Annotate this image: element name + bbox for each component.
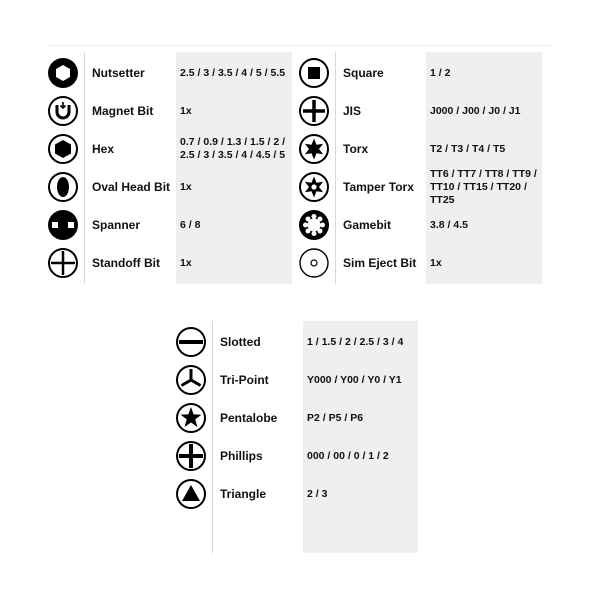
bit-sizes: 3.8 / 4.5 <box>430 218 468 231</box>
bit-name: Standoff Bit <box>92 256 160 270</box>
bit-name: JIS <box>343 104 362 118</box>
torx-icon <box>298 133 330 165</box>
bit-row <box>175 323 418 361</box>
bit-row <box>47 206 292 244</box>
bit-sizes: J000 / J00 / J0 / J1 <box>430 104 521 117</box>
group-bottom <box>175 321 418 553</box>
bit-name: Slotted <box>220 335 261 349</box>
phillips-icon <box>175 440 207 472</box>
spanner-icon <box>47 209 79 241</box>
bit-row <box>298 244 542 282</box>
top-divider <box>48 45 553 46</box>
bit-row <box>47 168 292 206</box>
gamebit-icon <box>298 209 330 241</box>
bit-name: Gamebit <box>343 218 392 232</box>
bit-row <box>175 361 418 399</box>
tri-point-icon <box>175 364 207 396</box>
bit-name: Magnet Bit <box>92 104 154 118</box>
triangle-icon <box>175 478 207 510</box>
oval-head-icon <box>47 171 79 203</box>
bit-name: Tamper Torx <box>343 180 414 194</box>
bit-name: Torx <box>343 142 369 156</box>
bit-sizes: 1x <box>180 104 192 117</box>
bit-sizes: TT6 / TT7 / TT8 / TT9 / TT10 / TT15 / TT20 / TT25 <box>430 167 537 206</box>
jis-icon <box>298 95 330 127</box>
bit-row <box>47 92 292 130</box>
bit-name: Sim Eject Bit <box>343 256 417 270</box>
bit-name: Oval Head Bit <box>92 180 171 194</box>
bit-name: Tri-Point <box>220 373 269 387</box>
bit-sizes: T2 / T3 / T4 / T5 <box>430 142 506 155</box>
bit-sizes: 6 / 8 <box>180 218 201 231</box>
bit-sizes: 1x <box>180 256 192 269</box>
bit-row <box>298 92 542 130</box>
bit-sizes: 1 / 2 <box>430 66 451 79</box>
bit-row <box>175 437 418 475</box>
hex-icon <box>47 133 79 165</box>
bit-name: Triangle <box>220 487 267 501</box>
bit-row <box>298 168 542 206</box>
bit-sizes: 1 / 1.5 / 2 / 2.5 / 3 / 4 <box>307 335 404 348</box>
bit-sizes: 2 / 3 <box>307 487 328 500</box>
group-left <box>47 52 292 284</box>
group-right <box>298 52 542 284</box>
bit-row <box>47 54 292 92</box>
sim-eject-icon <box>298 247 330 279</box>
pentalobe-icon <box>175 402 207 434</box>
bit-sizes: 0.7 / 0.9 / 1.3 / 1.5 / 2 / 2.5 / 3 / 3.5 / 4 / 4.5 / 5 <box>180 136 286 161</box>
magnet-bit-icon <box>47 95 79 127</box>
bit-row <box>298 206 542 244</box>
bit-name: Phillips <box>220 449 263 463</box>
tamper-torx-icon <box>298 171 330 203</box>
bit-sizes: 1x <box>180 180 192 193</box>
bit-row <box>175 399 418 437</box>
bit-row <box>47 244 292 282</box>
slotted-icon <box>175 326 207 358</box>
bit-row <box>47 130 292 168</box>
bit-name: Hex <box>92 142 115 156</box>
bit-row <box>298 130 542 168</box>
bit-sizes: 1x <box>430 256 442 269</box>
bit-name: Spanner <box>92 218 141 232</box>
bit-sizes: 2.5 / 3 / 3.5 / 4 / 5 / 5.5 <box>180 66 286 79</box>
bit-sizes: Y000 / Y00 / Y0 / Y1 <box>307 373 402 386</box>
bit-sizes: P2 / P5 / P6 <box>307 411 364 424</box>
bit-name: Nutsetter <box>92 66 145 80</box>
nutsetter-hex-socket-icon <box>47 57 79 89</box>
bit-name: Pentalobe <box>220 411 278 425</box>
square-icon <box>298 57 330 89</box>
bit-row <box>298 54 542 92</box>
standoff-icon <box>47 247 79 279</box>
bit-row <box>175 475 418 513</box>
bit-name: Square <box>343 66 384 80</box>
bit-sizes: 000 / 00 / 0 / 1 / 2 <box>307 449 389 462</box>
